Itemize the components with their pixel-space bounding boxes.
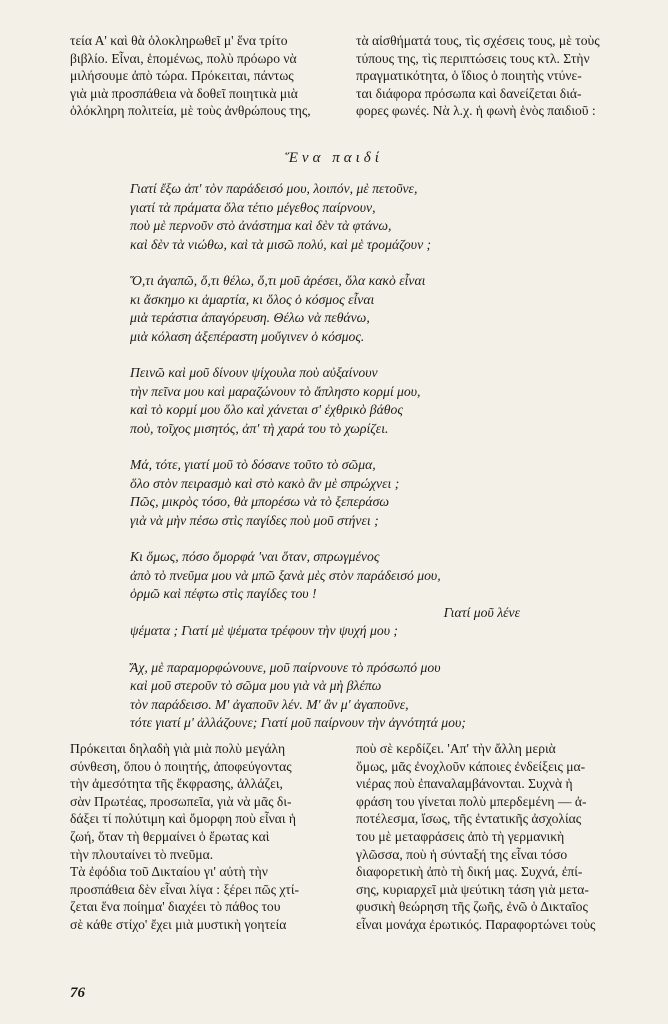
poem-line: κι ἄσκημο κι ἁμαρτία, κι ὅλος ὁ κόσμος εἶναι [130,291,375,307]
text-line: ται διάφορα πρόσωπα καὶ δανείζεται διά- [356,85,582,101]
poem-stanza [130,364,640,438]
poem-line: καὶ δὲν τὰ νιώθω, καὶ τὰ μισῶ πολύ, καὶ μὲ τρομάζουν ; [130,236,432,252]
text-line: διαφορετικὴ ἀπὸ τὴ δική μας. Συχνά, ἐπί- [356,864,583,880]
text-line: φράση του γίνεται πολὺ μπερδεμένη — ἀ- [356,793,587,809]
poem-line: Μά, τότε, γιατί μοῦ τὸ δόσανε τοῦτο τὸ σῶμα, [130,457,376,472]
poem [130,180,640,751]
poem-line: Κι ὅμως, πόσο ὄμορφά 'ναι ὅταν, σπρωγμένος [130,549,380,564]
poem-stanza [130,548,640,641]
text-line: βιβλίο. Εἶναι, ἑπομένως, πολὺ πρόωρο νὰ [70,50,297,66]
text-line: τύπους της, τὶς περιπτώσεις τους κτλ. Στὴν [356,50,590,66]
poem-line: γιατί τὰ πράματα ὅλα τέτιο μέγεθος παίρνουν, [130,199,376,215]
text-line: ποτέλεσμα, ἴσως, τῆς ἐντατικῆς ἀσχολίας [356,811,582,827]
poem-line: ψέματα ; Γιατί μὲ ψέματα τρέφουν τὴν ψυχή μου ; [130,623,398,638]
poem-stanza [130,456,640,530]
text-line: τὰ αἰσθήματά τους, τὶς σχέσεις τους, μὲ τοὺς [356,33,600,48]
text-line: δάξει τί πολύτιμη καὶ ὄμορφη ποὺ εἶναι ἡ [70,811,297,827]
poem-stanza [130,659,640,733]
poem-line: καὶ μοῦ στεροῦν τὸ σῶμα μου γιὰ νὰ μὴ βλέπω [130,678,382,693]
text-column-bottom-left [70,740,342,934]
poem-line: γιὰ νὰ μὴν πέσω στὶς παγίδες ποὺ μοῦ στήνει ; [130,512,379,528]
text-line: σὰν Πρωτέας, προσωπεῖα, γιὰ νὰ μᾶς δι- [70,793,292,809]
poem-line: Πῶς, μικρὸς τόσο, θὰ μπορέσω νὰ τὸ ξεπεράσω [130,494,389,509]
poem-line: Ὅ,τι ἀγαπῶ, ὅ,τι θέλω, ὅ,τι μοῦ ἀρέσει, ὅλα κακὸ εἶναι [130,273,426,288]
poem-line: ὅλο στὸν πειρασμὸ καὶ στὸ κακὸ ἂν μὲ σπρώχνει ; [130,475,400,491]
text-line: του μὲ μεταφράσεις ἀπὸ τὴ γερμανικὴ [356,828,565,844]
text-line: ὅμως, μᾶς ἐνοχλοῦν κάποιες ἐνδείξεις μα- [356,758,586,774]
text-line: προσπάθεια δὲν εἶναι λίγα : ξέρει πῶς χτί- [70,881,300,897]
poem-line: ἀπὸ τὸ πνεῦμα μου νὰ μπῶ ξανὰ μὲς στὸν παράδεισό μου, [130,567,441,583]
poem-stanza [130,180,640,254]
text-line: φορες φωνές. Νὰ λ.χ. ἡ φωνὴ ἑνὸς παιδιοῦ : [356,103,596,119]
text-line: εἶναι μονάχα ἐρωτικός. Παραφορτώνει τοὺς [356,916,596,932]
poem-line: Γιατί ἔξω ἀπ' τὸν παράδεισό μου, λοιπόν, μὲ πετοῦνε, [130,181,418,196]
poem-line: τὴν πεῖνα μου καὶ μαραζώνουν τὸ ἄπληστο κορμί μου, [130,383,421,399]
poem-line: Γιατί μοῦ λένε [443,604,520,620]
text-line: φυσικὴ θεώρηση τῆς ζωῆς, ἐνῶ ὁ Δικταῖος [356,899,588,915]
text-line: πραγματικότητα, ὁ ἴδιος ὁ ποιητὴς ντύνε- [356,68,582,84]
text-line: ὁλόκληρη πολιτεία, μὲ τοὺς ἀνθρώπους της, [70,103,311,119]
text-line: τὴν ἀμεσότητα τῆς ἔκφρασης, ἀλλάζει, [70,776,283,792]
text-column-top-left [70,32,342,120]
text-line: τεία Α' καὶ θὰ ὁλοκληρωθεῖ μ' ἕνα τρίτο [70,33,288,48]
text-line: σης, κυριαρχεῖ μιὰ ψεύτικη τάση γιὰ μετα- [356,881,589,897]
text-line: ζεται ἕνα ποίημα' διαχέει τὸ πάθος του [70,899,281,915]
poem-stanza [130,272,640,346]
poem-line: ποὺ, τοῖχος μισητός, ἀπ' τὴ χαρά του τὸ χωρίζει. [130,420,389,436]
text-column-top-right [356,32,628,120]
page-number: 76 [70,985,85,1001]
text-line: σὲ κάθε στίχο' ἔχει μιὰ μυστικὴ γοητεία [70,916,287,932]
poem-line: Ἄχ, μὲ παραμορφώνουνε, μοῦ παίρνουνε τὸ πρόσωπό μου [130,659,441,675]
text-line: Πρόκειται δηλαδὴ γιὰ μιὰ πολὺ μεγάλη [70,741,286,756]
poem-line: τὸν παράδεισο. Μ' ἀγαποῦν λέν. Μ' ἂν μ' ἀγαποῦνε, [130,696,409,712]
poem-line: καὶ τὸ κορμί μου ὅλο καὶ χάνεται σ' ἐχθρικὸ βάθος [130,402,403,417]
poem-line: Πεινῶ καὶ μοῦ δίνουν ψίχουλα ποὺ αὐξαίνουν [130,365,378,380]
poem-line: τότε γιατί μ' ἀλλάζουνε; Γιατί μοῦ παίρνουν τὴν ἀγνότητά μου; [130,715,466,730]
text-line: νιέρας ποὺ ἐπαναλαμβάνονται. Συχνὰ ἡ [356,776,573,792]
poem-line: ποὺ μὲ περνοῦν στὸ ἀνάστημα καὶ δὲν τὰ φτάνω, [130,218,392,233]
text-line: γιὰ μιὰ προσπάθεια νὰ δοθεῖ ποιητικὰ μιὰ [70,85,298,101]
text-line: ζωή, ὅταν τὴ θερμαίνει ὁ ἔρωτας καὶ [70,828,270,844]
text-line: σύνθεση, ὅπου ὁ ποιητής, ἀποφεύγοντας [70,758,292,774]
text-line: γλῶσσα, ποὺ ἡ σύνταξή της εἶναι τόσο [356,846,568,862]
text-line: Τὰ ἐφόδια τοῦ Δικταίου γι' αὐτὴ τὴν [70,864,268,880]
poem-line: μιὰ τεράστια ἀπαγόρευση. Θέλω νὰ πεθάνω, [130,310,370,325]
text-column-bottom-right [356,740,628,934]
text-line: μιλήσουμε ἀπὸ τώρα. Πρόκειται, πάντως [70,68,294,84]
poem-title: Ἕνα παιδί [285,150,383,166]
text-line: τὴν πλουταίνει τὸ πνεῦμα. [70,846,214,862]
poem-line: ὁρμῶ καὶ πέφτω στὶς παγίδες του ! [130,586,317,601]
poem-line: μιὰ κόλαση ἀξεπέραστη μοὔγινεν ὁ κόσμος. [130,328,365,344]
text-line: ποὺ σὲ κερδίζει. 'Απ' τὴν ἄλλη μεριὰ [356,741,556,756]
